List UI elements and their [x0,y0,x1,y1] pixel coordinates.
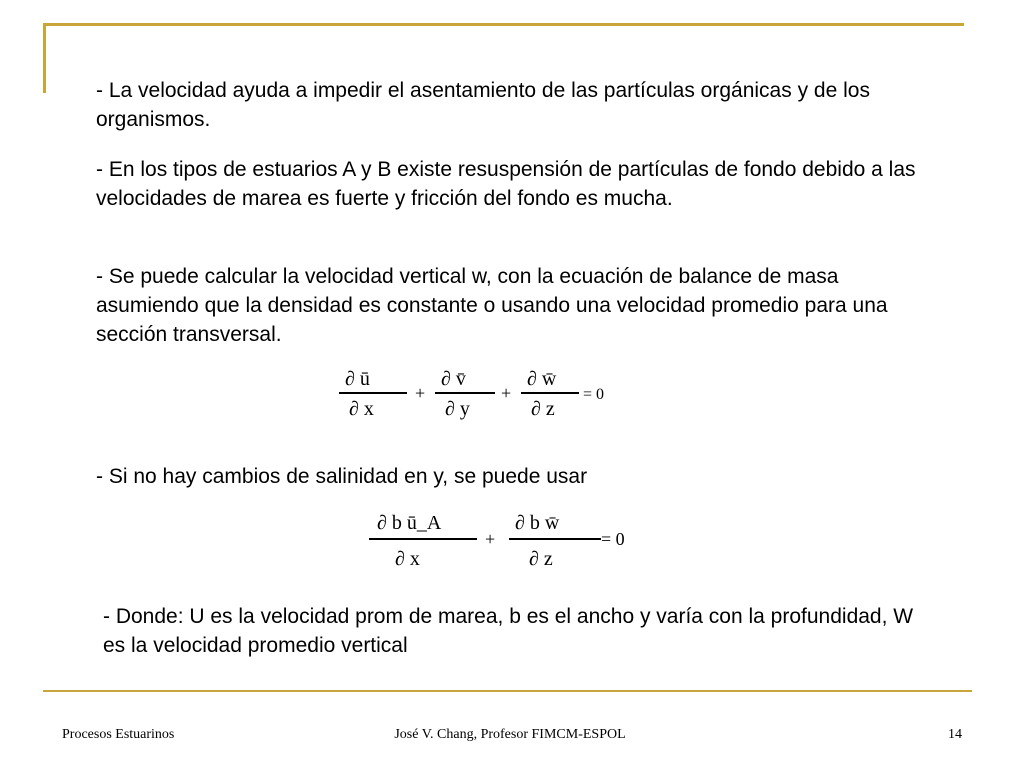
eq2-term1-denominator: ∂ x [395,548,420,570]
equation-width-integrated [365,505,635,575]
eq2-rhs: = 0 [601,529,625,549]
eq1-plus-2: + [501,383,512,403]
eq1-term2-denominator: ∂ y [445,398,470,420]
eq1-term3-numerator: ∂ w̄ [527,368,557,390]
footer-course-title: Procesos Estuarinos [62,727,175,742]
eq2-plus: + [485,529,496,549]
eq1-term1-denominator: ∂ x [349,398,374,420]
eq1-plus-1: + [415,383,426,403]
eq2-term2-denominator: ∂ z [529,548,553,570]
paragraph-velocity-settling: - La velocidad ayuda a impedir el asentamiento de las partículas orgánicas y de los organismos. [96,79,870,131]
paragraph-salinity-condition: - Si no hay cambios de salinidad en y, se puede usar [96,465,588,488]
eq1-rhs: = 0 [583,386,605,403]
eq2-term2-numerator: ∂ b w̄ [515,512,560,534]
equation-mass-balance [335,363,625,425]
paragraph-resuspension: - En los tipos de estuarios A y B existe resuspensión de partículas de fondo debido a las velocidades de marea es fuerte y fricción del fondo es mucha. [96,158,916,210]
eq1-term2-numerator: ∂ v̄ [441,368,466,390]
footer-author [0,727,1024,743]
footer-page-number: 14 [948,727,962,742]
eq1-term3-denominator: ∂ z [531,398,555,420]
frame-left-line [43,23,46,93]
eq1-term1-numerator: ∂ ū [345,368,370,390]
paragraph-vertical-velocity: - Se puede calcular la velocidad vertical w, con la ecuación de balance de masa asumiendo que la densidad es constante o usando una velocidad promedio para una sección transversal. [96,265,888,346]
frame-top-line [43,23,964,26]
eq2-term1-numerator: ∂ b ū_A [377,512,442,534]
footer-author-text: José V. Chang, Profesor FIMCM-ESPOL [394,727,626,742]
frame-bottom-line [43,690,972,692]
paragraph-definitions: - Donde: U es la velocidad prom de marea, b es el ancho y varía con la profundidad, W es la velocidad promedio vertical [103,605,914,657]
